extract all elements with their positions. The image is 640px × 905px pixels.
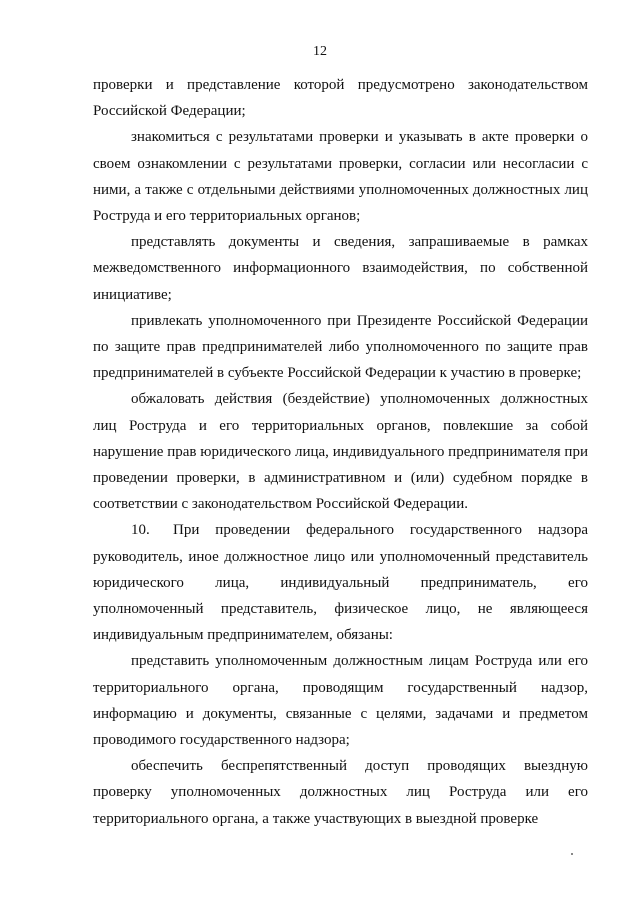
paragraph-familiarize: знакомиться с результатами проверки и указывать в акте проверки о своем ознакомлении с результатами проверки, согласии или несогласии с ними, а также с отдельными действиями уполномоченных должностных лиц Роструда и его территориальных органов; (93, 129, 588, 225)
paragraph-submit-documents: представлять документы и сведения, запрашиваемые в рамках межведомственного информационного взаимодействия, по собственной инициативе; (93, 234, 588, 303)
scan-speck (571, 853, 573, 855)
paragraph-involve-ombudsman: привлекать уполномоченного при Президенте Российской Федерации по защите прав предпринимателей либо уполномоченного по защите прав предпринимателей в субъекте Российской Федерации к участию в проверке; (93, 312, 588, 382)
paragraph-appeal: обжаловать действия (бездействие) уполномоченных должностных лиц Роструда и его территориальных органов, повлекшие за собой нарушение прав юридического лица, индивидуального предпринимателя при проведении проверки, в административном и (или) судебном порядке в соответствии с законодательством Российской Федерации. (93, 391, 588, 513)
item-10-text: При проведении федерального государственного надзора руководитель, иное должностное лицо или уполномоченный представитель юридического лица, индивидуальный предприниматель, его уполномоченный представитель, физическое лицо, не являющееся индивидуальным предпринимателем, обязаны: (93, 522, 588, 644)
paragraph-ensure-access: обеспечить беспрепятственный доступ проводящих выездную проверку уполномоченных должностных лиц Роструда или его территориального органа, а также участвующих в выездной проверке (93, 758, 588, 827)
paragraph-continuation: проверки и представление которой предусмотрено законодательством Российской Федерации; (93, 77, 588, 120)
paragraph-provide-information: представить уполномоченным должностным лицам Роструда или его территориального органа, проводящим государственный надзор, информацию и документы, связанные с целями, задачами и предметом проводимого государственного надзора; (93, 653, 588, 749)
item-number: 10. (131, 522, 150, 539)
document-body (93, 72, 588, 832)
page-number: 12 (313, 44, 327, 59)
paragraph-item-10 (93, 517, 588, 648)
